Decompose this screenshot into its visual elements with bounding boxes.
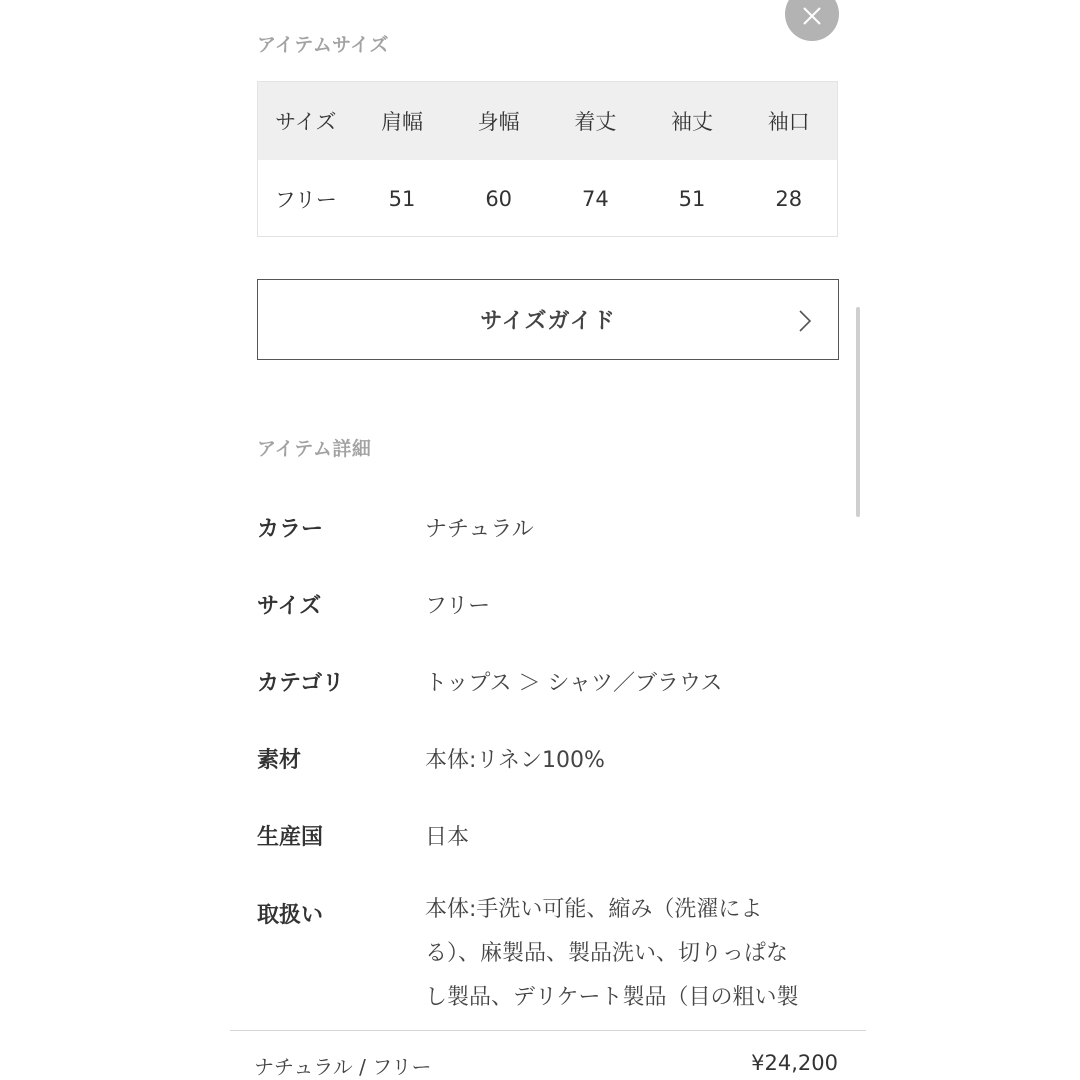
size-value-cell: 74 bbox=[581, 187, 609, 211]
detail-label: 取扱い bbox=[257, 903, 324, 928]
detail-label: 素材 bbox=[257, 748, 302, 773]
detail-value: トップス ＞ シャツ／ブラウス bbox=[425, 671, 723, 696]
size-header-cell: 着丈 bbox=[574, 110, 617, 134]
detail-value: 本体:リネン100% bbox=[425, 748, 605, 773]
detail-value-line: 本体:手洗い可能、縮み（洗濯によ bbox=[425, 897, 763, 922]
size-header-cell: 肩幅 bbox=[381, 110, 423, 134]
detail-label: カラー bbox=[257, 517, 324, 542]
detail-label: カテゴリ bbox=[257, 671, 345, 696]
close-icon bbox=[802, 6, 822, 26]
details-section-title: アイテム詳細 bbox=[257, 438, 372, 460]
size-header-cell: 袖口 bbox=[767, 110, 810, 134]
detail-label: 生産国 bbox=[257, 825, 324, 850]
detail-label: サイズ bbox=[257, 594, 322, 619]
close-button[interactable] bbox=[785, 0, 839, 41]
detail-value: ナチュラル bbox=[425, 517, 534, 542]
size-value-cell: 28 bbox=[775, 187, 803, 211]
size-table-header bbox=[258, 82, 837, 160]
price: ¥24,200 bbox=[751, 1051, 838, 1075]
detail-value-line: る）、麻製品、製品洗い、切りっぱな bbox=[425, 941, 789, 966]
size-value-cell: フリー bbox=[274, 188, 337, 212]
selected-variant: ナチュラル / フリー bbox=[254, 1055, 432, 1079]
size-header-cell: 袖丈 bbox=[671, 110, 714, 134]
detail-value: 日本 bbox=[425, 825, 470, 850]
purchase-footer bbox=[230, 1030, 866, 1080]
detail-value-line: し製品、デリケート製品（目の粗い製 bbox=[425, 985, 799, 1010]
size-header-cell: サイズ bbox=[275, 110, 337, 134]
size-section-title: アイテムサイズ bbox=[257, 34, 389, 56]
detail-value: フリー bbox=[425, 594, 491, 619]
size-value-cell: 51 bbox=[388, 187, 416, 211]
size-value-cell: 60 bbox=[485, 187, 513, 211]
size-value-cell: 51 bbox=[678, 187, 706, 211]
scrollbar[interactable] bbox=[856, 307, 860, 517]
size-guide-label: サイズガイド bbox=[480, 309, 616, 334]
detail-value-multiline bbox=[425, 888, 835, 1020]
size-guide-button[interactable] bbox=[257, 279, 839, 360]
chevron-right-icon bbox=[798, 309, 812, 333]
size-table-row bbox=[258, 160, 837, 238]
size-table bbox=[257, 81, 838, 237]
size-header-cell: 身幅 bbox=[477, 110, 520, 134]
